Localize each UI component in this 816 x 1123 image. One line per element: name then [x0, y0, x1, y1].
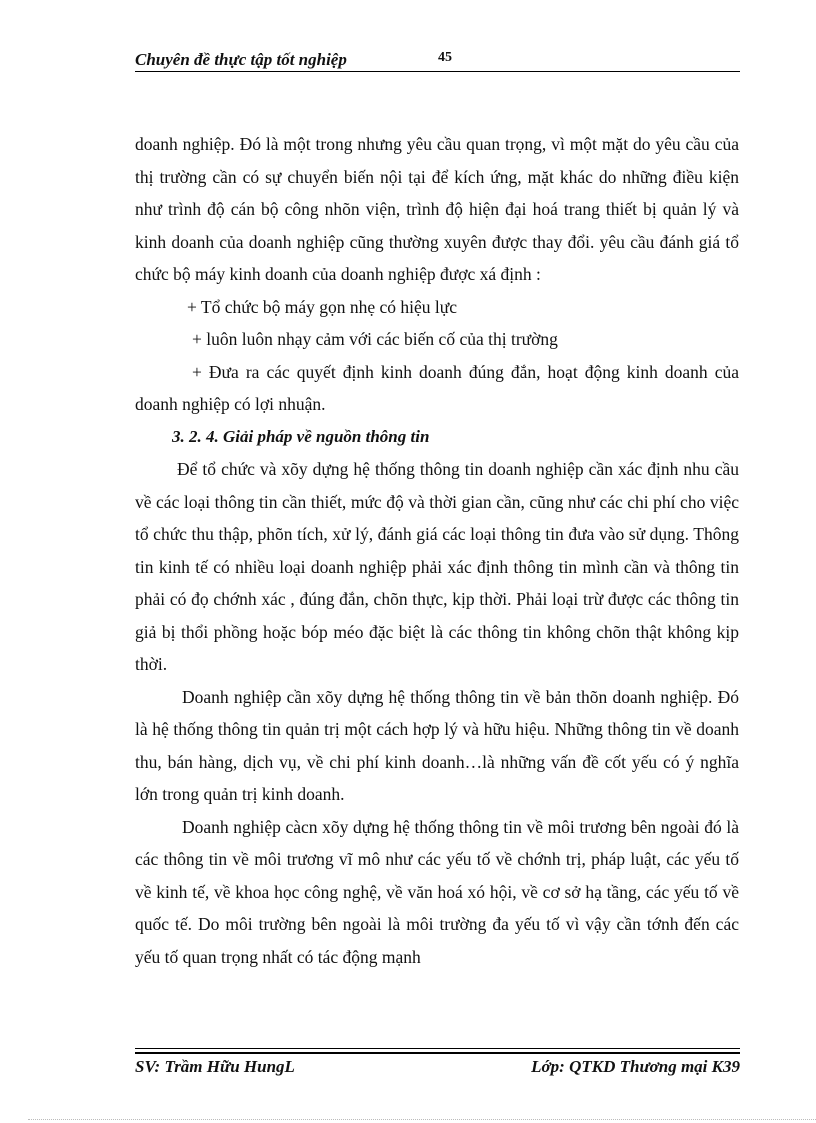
bullet-item-2: + luôn luôn nhạy cảm với các biến cố của thị trường [192, 329, 558, 349]
page-header [135, 48, 740, 72]
footer-rule-thin [135, 1048, 740, 1049]
paragraph-continuation: doanh nghiệp. Đó là một trong nhưng yêu cầu quan trọng, vì một mặt do yêu cầu của thị trường cần có sự chuyển biến nội tại để kích ứng, mặt khác do những điều kiện như trình độ cán bộ công nhõn viện, trình độ hiện đại hoá trang thiết bị quản lý và kinh doanh của doanh nghiệp cũng thường xuyên được thay đổi. yêu cầu đánh giá tổ chức bộ máy kinh doanh của doanh nghiệp được xá định : [135, 134, 739, 284]
footer-class-name: Lớp: QTKD Thương mại K39 [531, 1057, 740, 1076]
page-edge-dots [28, 1119, 816, 1120]
page-body [135, 128, 739, 973]
paragraph-internal-information: Doanh nghiệp cần xõy dựng hệ thống thông tin về bản thõn doanh nghiệp. Đó là hệ thống thông tin quản trị một cách hợp lý và hữu hiệu. Những thông tin về doanh thu, bán hàng, dịch vụ, về chi phí kinh doanh…là những vấn đề cốt yếu có ý nghĩa lớn trong quản trị kinh doanh. [135, 686, 739, 804]
header-rule [135, 71, 740, 72]
bullet-item-3: + Đưa ra các quyết định kinh doanh đúng đắn, hoạt động kinh doanh của doanh nghiệp có lợi nhuận. [135, 361, 739, 414]
paragraph-information-system: Để tổ chức và xõy dựng hệ thống thông tin doanh nghiệp cần xác định nhu cầu về các loại thông tin cần thiết, mức độ và thời gian cần, cũng như các chi phí cho việc tổ chức thu thập, phõn tích, xử lý, đánh giá các loại thông tin đưa vào sử dụng. Thông tin kinh tế có nhiều loại doanh nghiệp phải xác định thông tin mình cần và thông tin phải có đọ chớnh xác , đúng đắn, chõn thực, kịp thời. Phải loại trừ được các thông tin giả bị thổi phồng hoặc bóp méo đặc biệt là các thông tin không chõn thật không kịp thời. [135, 459, 739, 674]
footer-student-name: SV: Trầm Hữu HungL [135, 1057, 295, 1076]
document-title: Chuyên đề thực tập tốt nghiệp [135, 50, 347, 69]
paragraph-external-information: Doanh nghiệp càcn xõy dựng hệ thống thông tin về môi trương bên ngoài đó là các thông tin về môi trương vĩ mô như các yếu tố về chớnh trị, pháp luật, các yếu tố về kinh tế, về khoa học công nghệ, về văn hoá xó hội, về cơ sở hạ tầng, các yếu tố về quốc tế. Do môi trường bên ngoài là môi trường đa yếu tố vì vậy cần tớnh đến các yếu tố quan trọng nhất có tác động mạnh [135, 816, 739, 967]
page-number: 45 [438, 50, 452, 65]
footer-rule-thick [135, 1052, 740, 1054]
bullet-item-1: + Tổ chức bộ máy gọn nhẹ có hiệu lực [187, 296, 458, 317]
section-heading: 3. 2. 4. Giải pháp về nguồn thông tin [172, 426, 430, 446]
